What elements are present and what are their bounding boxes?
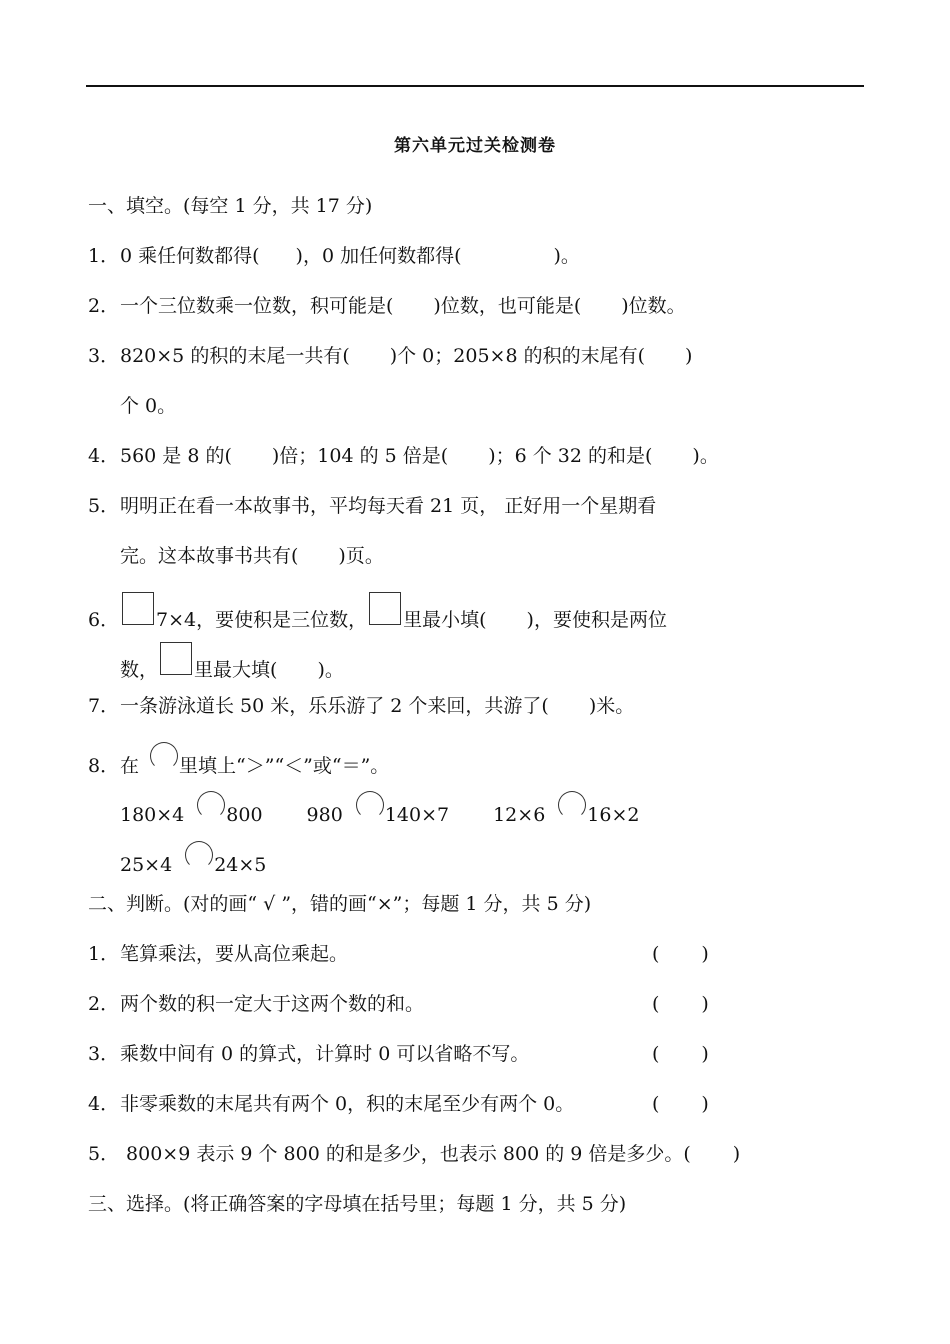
judge-item-5: 5． 800×9 表示 9 个 800 的和是多少，也表示 800 的 9 倍是多少。( ) — [88, 1143, 741, 1165]
q6: 6． 7×4，要使积是三位数， 里最小填( )，要使积是两位 — [88, 600, 667, 633]
judge-item-2: 2．两个数的积一定大于这两个数的和。 ( ) — [88, 993, 709, 1015]
q5-cont: 完。这本故事书共有( )页。 — [120, 545, 384, 567]
compare-circle — [150, 742, 178, 770]
page-title: 第六单元过关检测卷 — [394, 136, 556, 156]
q5: 5．明明正在看一本故事书，平均每天看 21 页， 正好用一个星期看 — [88, 495, 657, 517]
section3-heading: 三、选择。(将正确答案的字母填在括号里；每题 1 分，共 5 分) — [88, 1193, 627, 1215]
q8-row1: 180×4 800 980 140×7 12×6 16×2 — [120, 791, 639, 828]
section1-heading: 一、填空。(每空 1 分，共 17 分) — [88, 195, 373, 217]
judge-item-3: 3．乘数中间有 0 的算式，计算时 0 可以省略不写。 ( ) — [88, 1043, 709, 1065]
compare-circle — [356, 791, 384, 819]
top-rule — [86, 85, 864, 87]
blank-box — [122, 592, 154, 624]
q3: 3．820×5 的积的末尾一共有( )个 0；205×8 的积的末尾有( ) — [88, 345, 693, 367]
q8-row2: 25×4 24×5 — [120, 841, 266, 878]
compare-circle — [185, 841, 213, 869]
q2: 2．一个三位数乘一位数，积可能是( )位数，也可能是( )位数。 — [88, 295, 686, 317]
compare-circle — [197, 791, 225, 819]
blank-box — [369, 592, 401, 624]
q7: 7．一条游泳道长 50 米，乐乐游了 2 个来回，共游了( )米。 — [88, 695, 635, 717]
judge-item-4: 4．非零乘数的末尾共有两个 0，积的末尾至少有两个 0。 ( ) — [88, 1093, 709, 1115]
section2-heading: 二、判断。(对的画“ √ ”，错的画“×”；每题 1 分，共 5 分) — [88, 893, 592, 915]
q1: 1．0 乘任何数都得( )，0 加任何数都得( )。 — [88, 245, 580, 267]
q6-cont: 数， 里最大填( )。 — [120, 650, 344, 683]
q4: 4．560 是 8 的( )倍；104 的 5 倍是( )；6 个 32 的和是( )。 — [88, 445, 719, 467]
q3-cont: 个 0。 — [120, 395, 177, 417]
compare-circle — [558, 791, 586, 819]
judge-item-1: 1．笔算乘法，要从高位乘起。 ( ) — [88, 943, 709, 965]
q8: 8．在 里填上“＞”“＜”或“＝”。 — [88, 742, 389, 779]
blank-box — [160, 642, 192, 674]
